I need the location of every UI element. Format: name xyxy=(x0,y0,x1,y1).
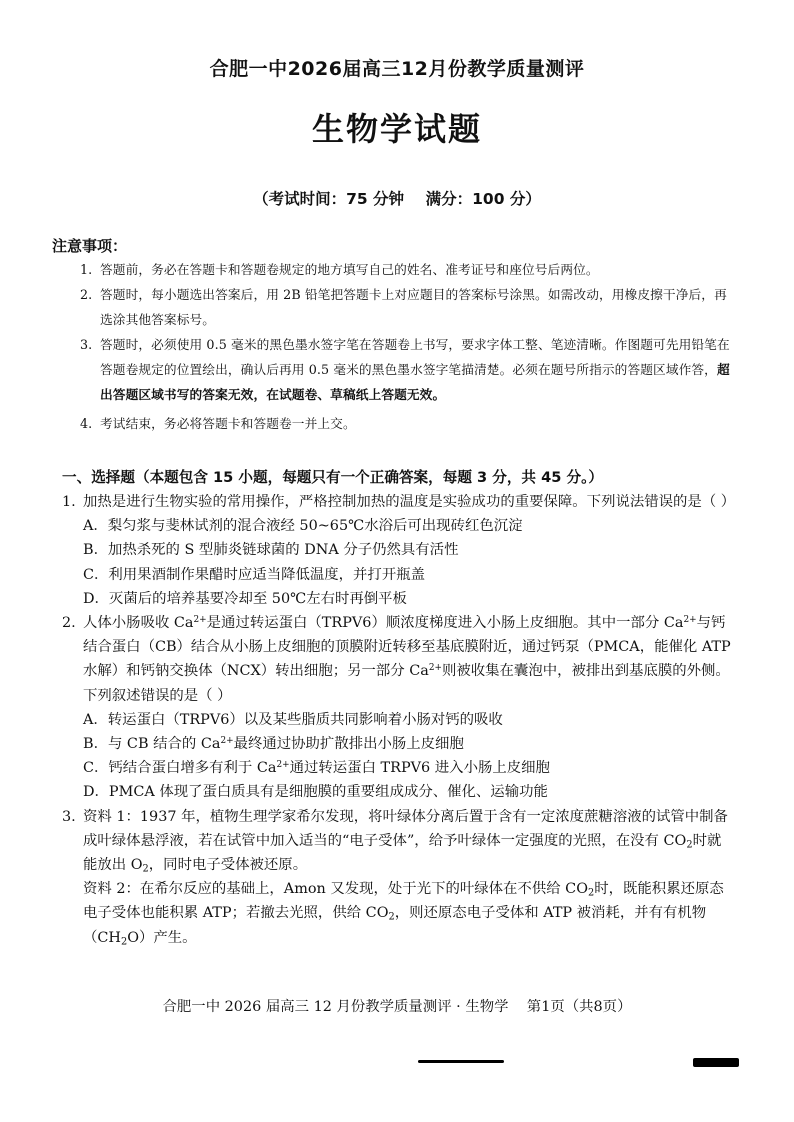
question-text: 与钙结合蛋白（CB）结合从小肠上皮细胞的顶膜附近转移至基底膜附近，通过钙泵（PMCA，能催化 ATP 水解）和钙钠交换体（NCX）转出细胞；另一部分 Ca xyxy=(83,615,731,680)
notice-item-text: 答题时，每小题选出答案后，用 2B 铅笔把答题卡上对应题目的答案标号涂黑。如需改动，用橡皮擦干净后，再选涂其他答案标号。 xyxy=(100,287,727,327)
material-text: 时就能放出 O xyxy=(83,832,722,874)
notice-item-3 xyxy=(80,332,730,407)
superscript: 2+ xyxy=(193,615,207,626)
scan-mark-left xyxy=(418,1060,504,1063)
notice-item-2 xyxy=(80,282,730,332)
option-text: B．与 CB 结合的 Ca xyxy=(83,736,221,753)
option-text: 最终通过协助扩散排出小肠上皮细胞 xyxy=(233,736,464,753)
subscript: 2 xyxy=(388,911,395,923)
notice-list xyxy=(80,257,730,436)
question-number: 3. xyxy=(62,808,76,825)
option-text: C．钙结合蛋白增多有利于 Ca xyxy=(83,760,277,777)
material-2 xyxy=(62,877,732,950)
notice-item-text: 考试结束，务必将答题卡和答题卷一并上交。 xyxy=(100,416,356,431)
question-stem xyxy=(62,611,732,708)
material-text: ，则还原态电子受体和 ATP 被消耗，并有有机物（CH xyxy=(83,905,707,946)
notice-item-number: 2. xyxy=(80,287,93,302)
question-number: 1. xyxy=(62,494,76,510)
question-text: 人体小肠吸收 Ca xyxy=(83,615,194,632)
subscript: 2 xyxy=(686,839,693,851)
question-3 xyxy=(62,805,732,950)
question-2 xyxy=(62,611,732,805)
question-number: 2. xyxy=(62,615,76,632)
subscript: 2 xyxy=(142,863,149,875)
superscript: 2+ xyxy=(220,736,234,747)
superscript: 2+ xyxy=(683,615,697,626)
option-a: A．转运蛋白（TRPV6）以及某些脂质共同影响着小肠对钙的吸收 xyxy=(83,711,503,728)
option-d: D．PMCA 体现了蛋白质具有是细胞膜的重要组成成分、催化、运输功能 xyxy=(83,784,548,801)
material-text: 时，既能积累还原态电子受体也能积累 ATP；若撤去光照，供给 CO xyxy=(83,881,724,922)
question-text: 是通过转运蛋白（TRPV6）顺浓度梯度进入小肠上皮细胞。其中一部分 Ca xyxy=(206,615,684,632)
question-stem xyxy=(62,805,732,878)
superscript: 2+ xyxy=(276,760,290,771)
notice-item-emphasis: 超出答题区域书写的答案无效，在试题卷、草稿纸上答题无效。 xyxy=(100,362,730,402)
option-b: B．加热杀死的 S 型肺炎链球菌的 DNA 分子仍然具有活性 xyxy=(83,542,459,559)
notice-item-text: 答题前，务必在答题卡和答题卷规定的地方填写自己的姓名、准考证号和座位号后两位。 xyxy=(100,262,599,277)
question-stem xyxy=(62,490,736,514)
notice-item-number: 1. xyxy=(80,262,93,277)
notice-heading: 注意事项： xyxy=(52,237,128,255)
material-text: 资料 1：1937 年，植物生理学家希尔发现，将叶绿体分离后置于含有一定浓度蔗糖溶液的试管中制备成叶绿体悬浮液，若在试管中加入适当的“电子受体”，给予叶绿体一定强度的光照，在没有 CO xyxy=(83,808,728,849)
scan-mark-right xyxy=(693,1058,739,1067)
notice-item-number: 4. xyxy=(80,416,93,431)
option-c: C．利用果酒制作果醋时应适当降低温度，并打开瓶盖 xyxy=(83,566,425,583)
question-text: 则被收集在囊泡中，被排出到基底膜的外侧。下列叙述错误的是（ ） xyxy=(83,663,730,704)
notice-item-1 xyxy=(80,257,730,282)
option-c xyxy=(62,756,732,780)
exam-time-and-score: （考试时间：75 分钟 满分：100 分） xyxy=(253,190,541,208)
superscript: 2+ xyxy=(428,663,442,674)
question-1 xyxy=(62,490,736,611)
subject-title: 生物学试题 xyxy=(311,110,482,148)
page-footer: 合肥一中 2026 届高三 12 月份教学质量测评 · 生物学 第1页（共8页） xyxy=(162,999,632,1015)
section-heading-multiple-choice: 一、选择题（本题包含 15 小题，每题只有一个正确答案，每题 3 分，共 45 分。） xyxy=(62,469,603,486)
material-text: ，同时电子受体被还原。 xyxy=(148,857,308,874)
notice-item-4 xyxy=(80,411,730,436)
question-list xyxy=(62,490,736,950)
exam-title: 合肥一中2026届高三12月份教学质量测评 xyxy=(209,58,585,80)
question-text: 加热是进行生物实验的常用操作，严格控制加热的温度是实验成功的重要保障。下列说法错误的是（ ） xyxy=(83,494,736,510)
subscript: 2 xyxy=(120,936,128,948)
option-a: A．梨匀浆与斐林试剂的混合液经 50~65℃水浴后可出现砖红色沉淀 xyxy=(83,518,523,535)
option-text: 通过转运蛋白 TRPV6 进入小肠上皮细胞 xyxy=(289,760,550,777)
notice-item-text: 答题时，必须使用 0.5 毫米的黑色墨水签字笔在答题卷上书写，要求字体工整、笔迹清晰。作图题可先用铅笔在答题卷规定的位置绘出，确认后再用 0.5 毫米的黑色墨水签字笔描清楚。必须在题号所指示的答题区域作答， xyxy=(100,337,730,377)
subscript: 2 xyxy=(588,887,595,899)
option-d: D．灭菌后的培养基要冷却至 50℃左右时再倒平板 xyxy=(83,590,407,607)
material-text: O）产生。 xyxy=(127,929,197,946)
notice-item-number: 3. xyxy=(80,337,93,352)
material-text: 资料 2：在希尔反应的基础上，Amon 又发现，处于光下的叶绿体在不供给 CO xyxy=(83,881,588,898)
option-b xyxy=(62,732,732,756)
